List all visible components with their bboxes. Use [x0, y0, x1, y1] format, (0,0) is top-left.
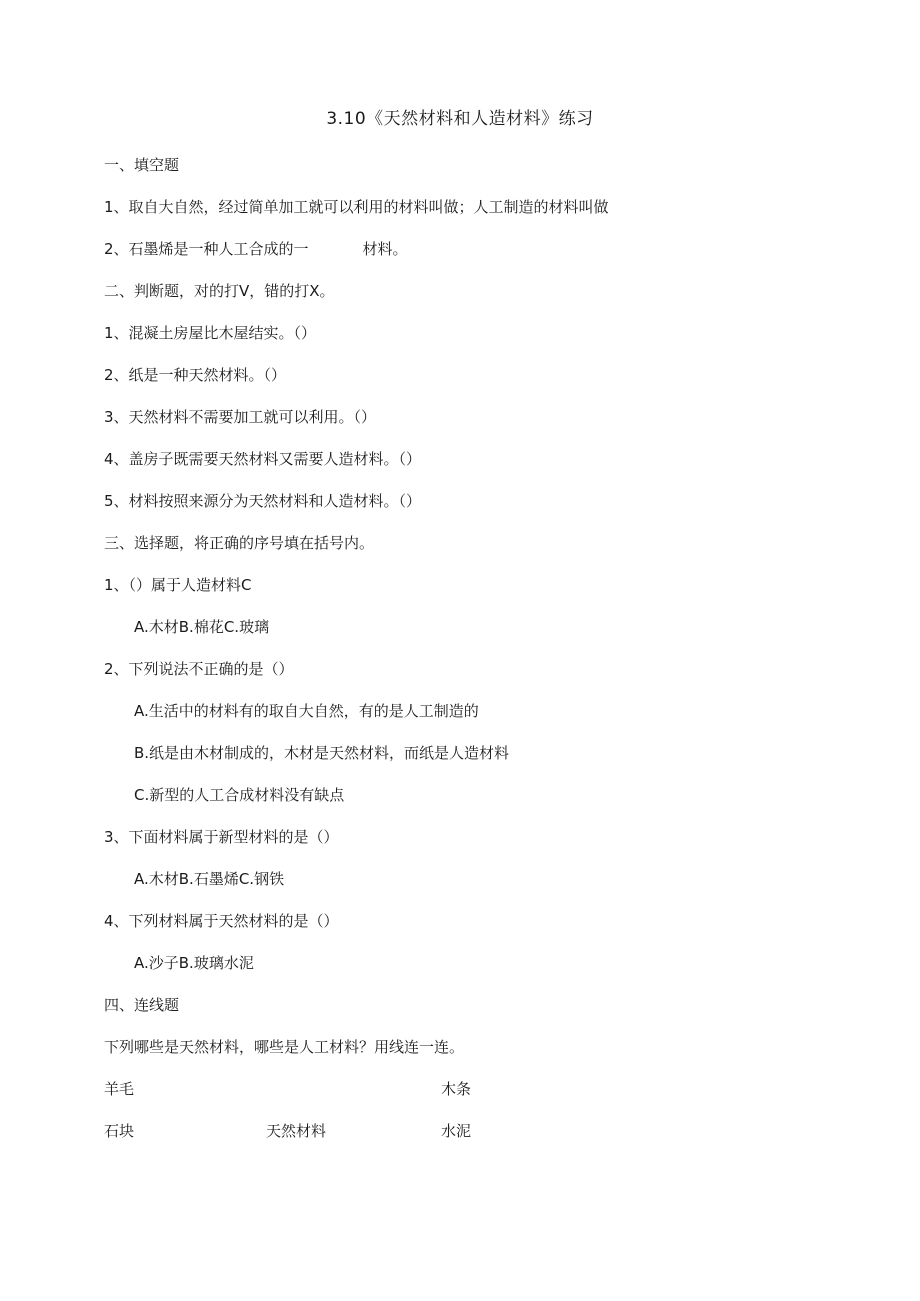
matching-item-stone: 石块 — [104, 1122, 135, 1140]
matching-item-wool: 羊毛 — [104, 1080, 135, 1098]
section-heading-fill-in: 一、填空题 — [104, 156, 180, 174]
matching-item-wood-strip: 木条 — [441, 1080, 472, 1098]
true-false-item-2: 2、纸是一种天然材料。（） — [104, 366, 287, 384]
true-false-item-4: 4、盖房子既需要天然材料又需要人造材料。（） — [104, 450, 422, 468]
fill-in-question-2-before: 2、石墨烯是一种人工合成的一 — [104, 240, 309, 258]
section-heading-true-false: 二、判断题，对的打V，错的打X。 — [104, 282, 335, 300]
matching-prompt: 下列哪些是天然材料，哪些是人工材料？用线连一连。 — [104, 1038, 465, 1056]
choice-question-4-options: A.沙子B.玻璃水泥 — [134, 954, 254, 972]
choice-question-2-option-a: A.生活中的材料有的取自大自然，有的是人工制造的 — [134, 702, 479, 720]
choice-question-3-options: A.木材B.石墨烯C.钢铁 — [134, 870, 285, 888]
section-heading-matching: 四、连线题 — [104, 996, 180, 1014]
choice-question-2-option-c: C.新型的人工合成材料没有缺点 — [134, 786, 345, 804]
fill-in-question-2 — [104, 239, 408, 259]
choice-question-4: 4、下列材料属于天然材料的是（） — [104, 912, 339, 930]
true-false-item-5: 5、材料按照来源分为天然材料和人造材料。（） — [104, 492, 422, 510]
matching-item-cement: 水泥 — [441, 1122, 472, 1140]
choice-question-1-options: A.木材B.棉花C.玻璃 — [134, 618, 270, 636]
choice-question-3: 3、下面材料属于新型材料的是（） — [104, 828, 339, 846]
matching-category-natural: 天然材料 — [266, 1122, 327, 1140]
fill-in-question-2-after: 材料。 — [362, 240, 408, 258]
true-false-item-3: 3、天然材料不需要加工就可以利用。（） — [104, 408, 377, 426]
fill-in-question-1: 1、取自大自然，经过简单加工就可以利用的材料叫做；人工制造的材料叫做 — [104, 198, 609, 216]
true-false-item-1: 1、混凝土房屋比木屋结实。（） — [104, 324, 317, 342]
choice-question-1: 1、（）属于人造材料C — [104, 576, 252, 594]
section-heading-multiple-choice: 三、选择题，将正确的序号填在括号内。 — [104, 534, 375, 552]
page-title: 3.10《天然材料和人造材料》练习 — [326, 109, 594, 129]
choice-question-2-option-b: B.纸是由木材制成的，木材是天然材料，而纸是人造材料 — [134, 744, 510, 762]
choice-question-2: 2、下列说法不正确的是（） — [104, 660, 294, 678]
